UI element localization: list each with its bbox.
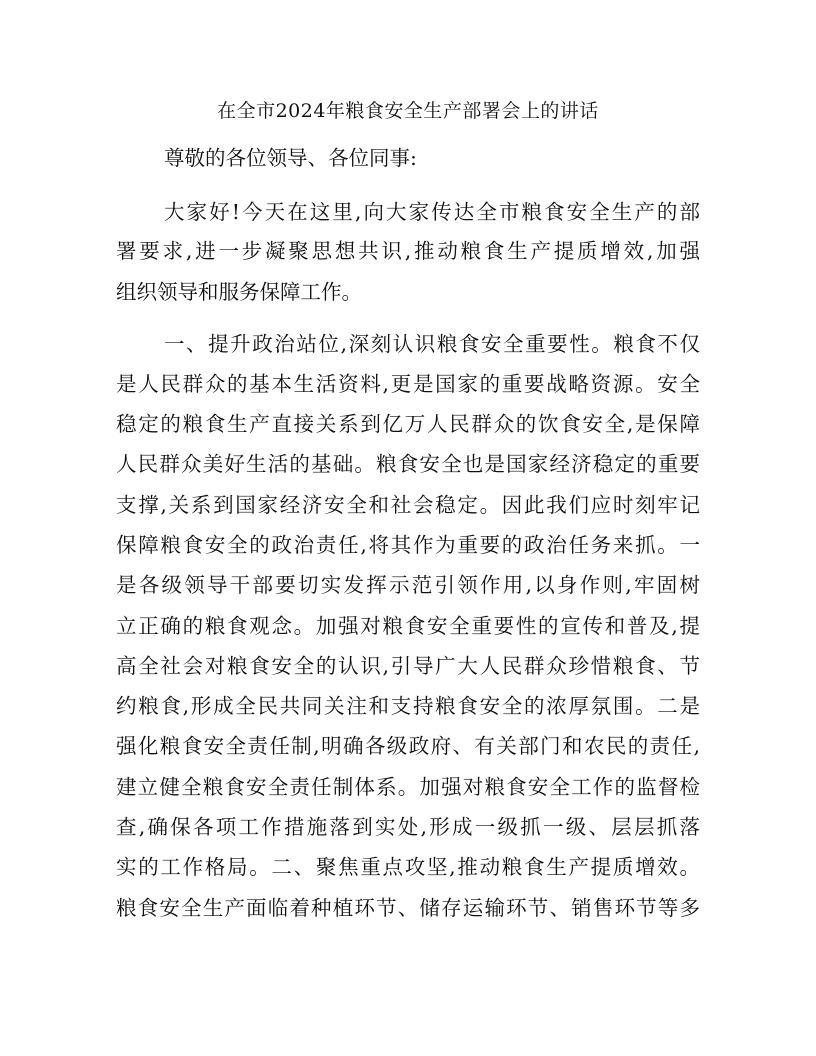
- paragraph-line: 粮食安全生产面临着种植环节、储存运输环节、销售环节等多: [116, 896, 700, 920]
- paragraph-line: 是各级领导干部要切实发挥示范引领作用,以身作则,牢固树: [116, 573, 700, 597]
- paragraph-line: 建立健全粮食安全责任制体系。加强对粮食安全工作的监督检: [116, 775, 700, 799]
- paragraph-line: 保障粮食安全的政治责任,将其作为重要的政治任务来抓。一: [116, 533, 700, 557]
- paragraph-line: 约粮食,形成全民共同关注和支持粮食安全的浓厚氛围。二是: [116, 694, 700, 718]
- paragraph-line: 一、提升政治站位,深刻认识粮食安全重要性。粮食不仅: [164, 332, 700, 356]
- paragraph-line: 高全社会对粮食安全的认识,引导广大人民群众珍惜粮食、节: [116, 654, 700, 678]
- document-title: 在全市2024年粮食安全生产部署会上的讲话: [217, 100, 599, 122]
- paragraph-line: 稳定的粮食生产直接关系到亿万人民群众的饮食安全,是保障: [116, 412, 700, 436]
- paragraph-line: 署要求,进一步凝聚思想共识,推动粮食生产提质增效,加强: [116, 239, 700, 263]
- paragraph-line: 立正确的粮食观念。加强对粮食安全重要性的宣传和普及,提: [116, 614, 700, 638]
- paragraph-line: 支撑,关系到国家经济安全和社会稳定。因此我们应时刻牢记: [116, 493, 700, 517]
- paragraph-line: 强化粮食安全责任制,明确各级政府、有关部门和农民的责任,: [116, 734, 700, 758]
- paragraph-line: 是人民群众的基本生活资料,更是国家的重要战略资源。安全: [116, 372, 700, 396]
- paragraph-line: 实的工作格局。二、聚焦重点攻坚,推动粮食生产提质增效。: [116, 855, 700, 879]
- paragraph-line: 查,确保各项工作措施落到实处,形成一级抓一级、层层抓落: [116, 815, 700, 839]
- paragraph-line: 组织领导和服务保障工作。: [116, 280, 362, 304]
- salutation: 尊敬的各位领导、各位同事:: [164, 146, 417, 170]
- paragraph-line: 人民群众美好生活的基础。粮食安全也是国家经济稳定的重要: [116, 452, 700, 476]
- paragraph-line: 大家好!今天在这里,向大家传达全市粮食安全生产的部: [164, 200, 700, 224]
